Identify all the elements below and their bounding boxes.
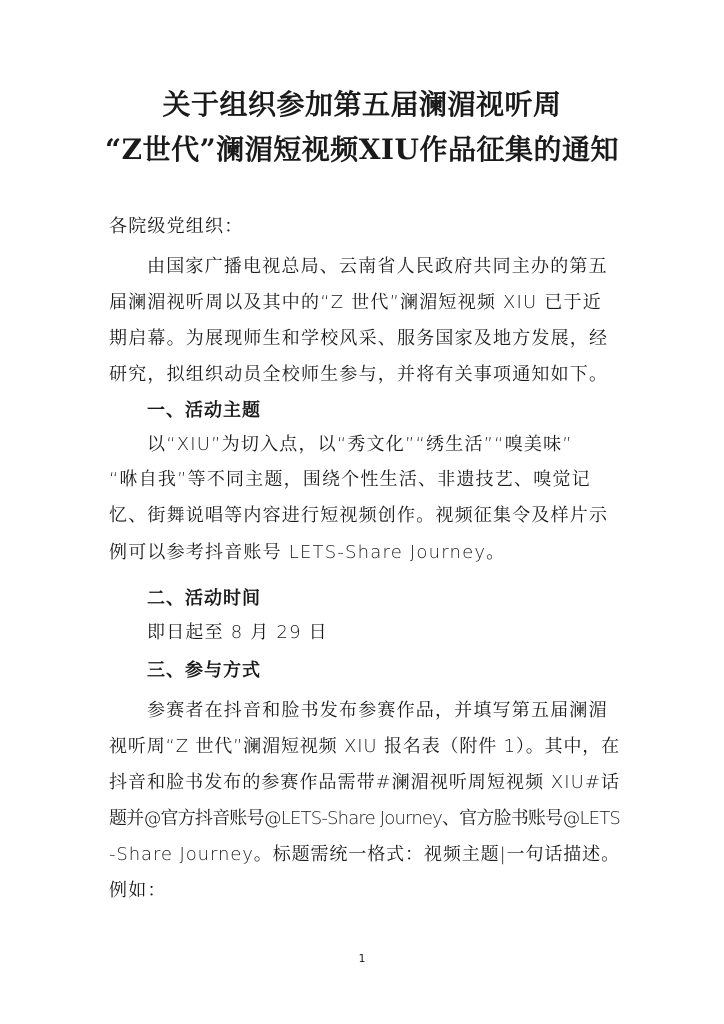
intro-line-4: 研究，拟组织动员全校师生参与，并将有关事项通知如下。 [109,364,609,385]
section-3-line-3: 抖音和脸书发布的参赛作品需带#澜湄视听周短视频 XIU#话 [109,772,620,793]
section-3-line-2: 视听周“Z 世代”澜湄短视频 XIU 报名表（附件 1）。其中，在 [109,736,620,757]
section-1-line-3: 忆、街舞说唱等内容进行短视频创作。视频征集令及样片示 [109,505,609,526]
intro-line-1: 由国家广播电视总局、云南省人民政府共同主办的第五 [147,256,608,277]
section-2-heading: 二、活动时间 [147,588,261,609]
document-title-line-2: “Z世代”澜湄短视频XIU作品征集的通知 [105,133,619,166]
section-2-line-1: 即日起至 8 月 29 日 [147,622,328,643]
section-3-heading: 三、参与方式 [147,660,261,681]
salutation: 各院级党组织： [109,216,244,237]
section-3-line-4: 题并@官方抖音账号@LETS-Share Journey、官方脸书账号@LETS [109,808,620,829]
section-3-line-6: 例如： [109,880,167,901]
document-title-line-1: 关于组织参加第五届澜湄视听周 [162,88,562,121]
intro-line-3: 期启幕。为展现师生和学校风采、服务国家及地方发展，经 [109,328,609,349]
section-3-line-5: -Share Journey。标题需统一格式：视频主题|一句话描述。 [109,844,620,865]
section-1-line-4: 例可以参考抖音账号 LETS-Share Journey。 [109,542,506,563]
section-1-line-1: 以“XIU”为切入点，以“秀文化”“绣生活”“嗅美味” [147,434,573,455]
section-3-line-1: 参赛者在抖音和脸书发布参赛作品，并填写第五届澜湄 [147,700,608,721]
section-1-heading: 一、活动主题 [147,400,261,421]
intro-line-2: 届澜湄视听周以及其中的“Z 世代”澜湄短视频 XIU 已于近 [109,292,602,313]
section-1-line-2: “咻自我”等不同主题，围绕个性生活、非遗技艺、嗅觉记 [109,469,591,490]
page-number: 1 [358,952,366,965]
